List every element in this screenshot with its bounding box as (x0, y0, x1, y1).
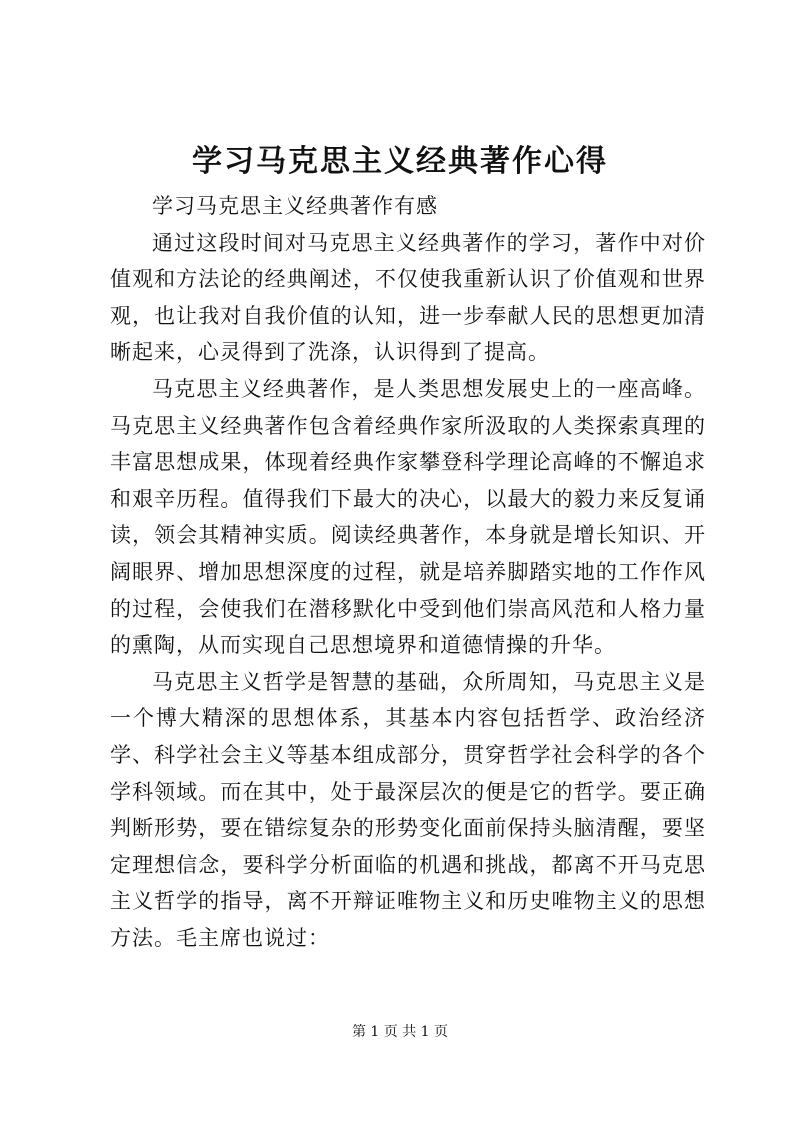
document-body (110, 188, 706, 956)
paragraph-2: 马克思主义经典著作，是人类思想发展史上的一座高峰。马克思主义经典著作包含着经典作家所汲取的人类探索真理的丰富思想成果，体现着经典作家攀登科学理论高峰的不懈追求和艰辛历程。值得我们下最大的决心，以最大的毅力来反复诵读，领会其精神实质。阅读经典著作，本身就是增长知识、开阔眼界、增加思想深度的过程，就是培养脚踏实地的工作作风的过程，会使我们在潜移默化中受到他们崇高风范和人格力量的熏陶，从而实现自己思想境界和道德情操的升华。 (110, 376, 706, 658)
paragraph-1: 通过这段时间对马克思主义经典著作的学习，著作中对价值观和方法论的经典阐述，不仅使我重新认识了价值观和世界观，也让我对自我价值的认知，进一步奉献人民的思想更加清晰起来，心灵得到了洗涤，认识得到了提高。 (110, 230, 706, 365)
paragraph-subtitle: 学习马克思主义经典著作有感 (152, 194, 438, 218)
document-title: 学习马克思主义经典著作心得 (192, 144, 608, 179)
paragraph-3: 马克思主义哲学是智慧的基础，众所周知，马克思主义是一个博大精深的思想体系，其基本内容包括哲学、政治经济学、科学社会主义等基本组成部分，贯穿哲学社会科学的各个学科领域。而在其中，处于最深层次的便是它的哲学。要正确判断形势，要在错综复杂的形势变化面前保持头脑清醒，要坚定理想信念，要科学分析面临的机遇和挑战，都离不开马克思主义哲学的指导，离不开辩证唯物主义和历史唯物主义的思想方法。毛主席也说过： (110, 669, 706, 950)
page-footer: 第 1 页 共 1 页 (351, 1024, 449, 1040)
